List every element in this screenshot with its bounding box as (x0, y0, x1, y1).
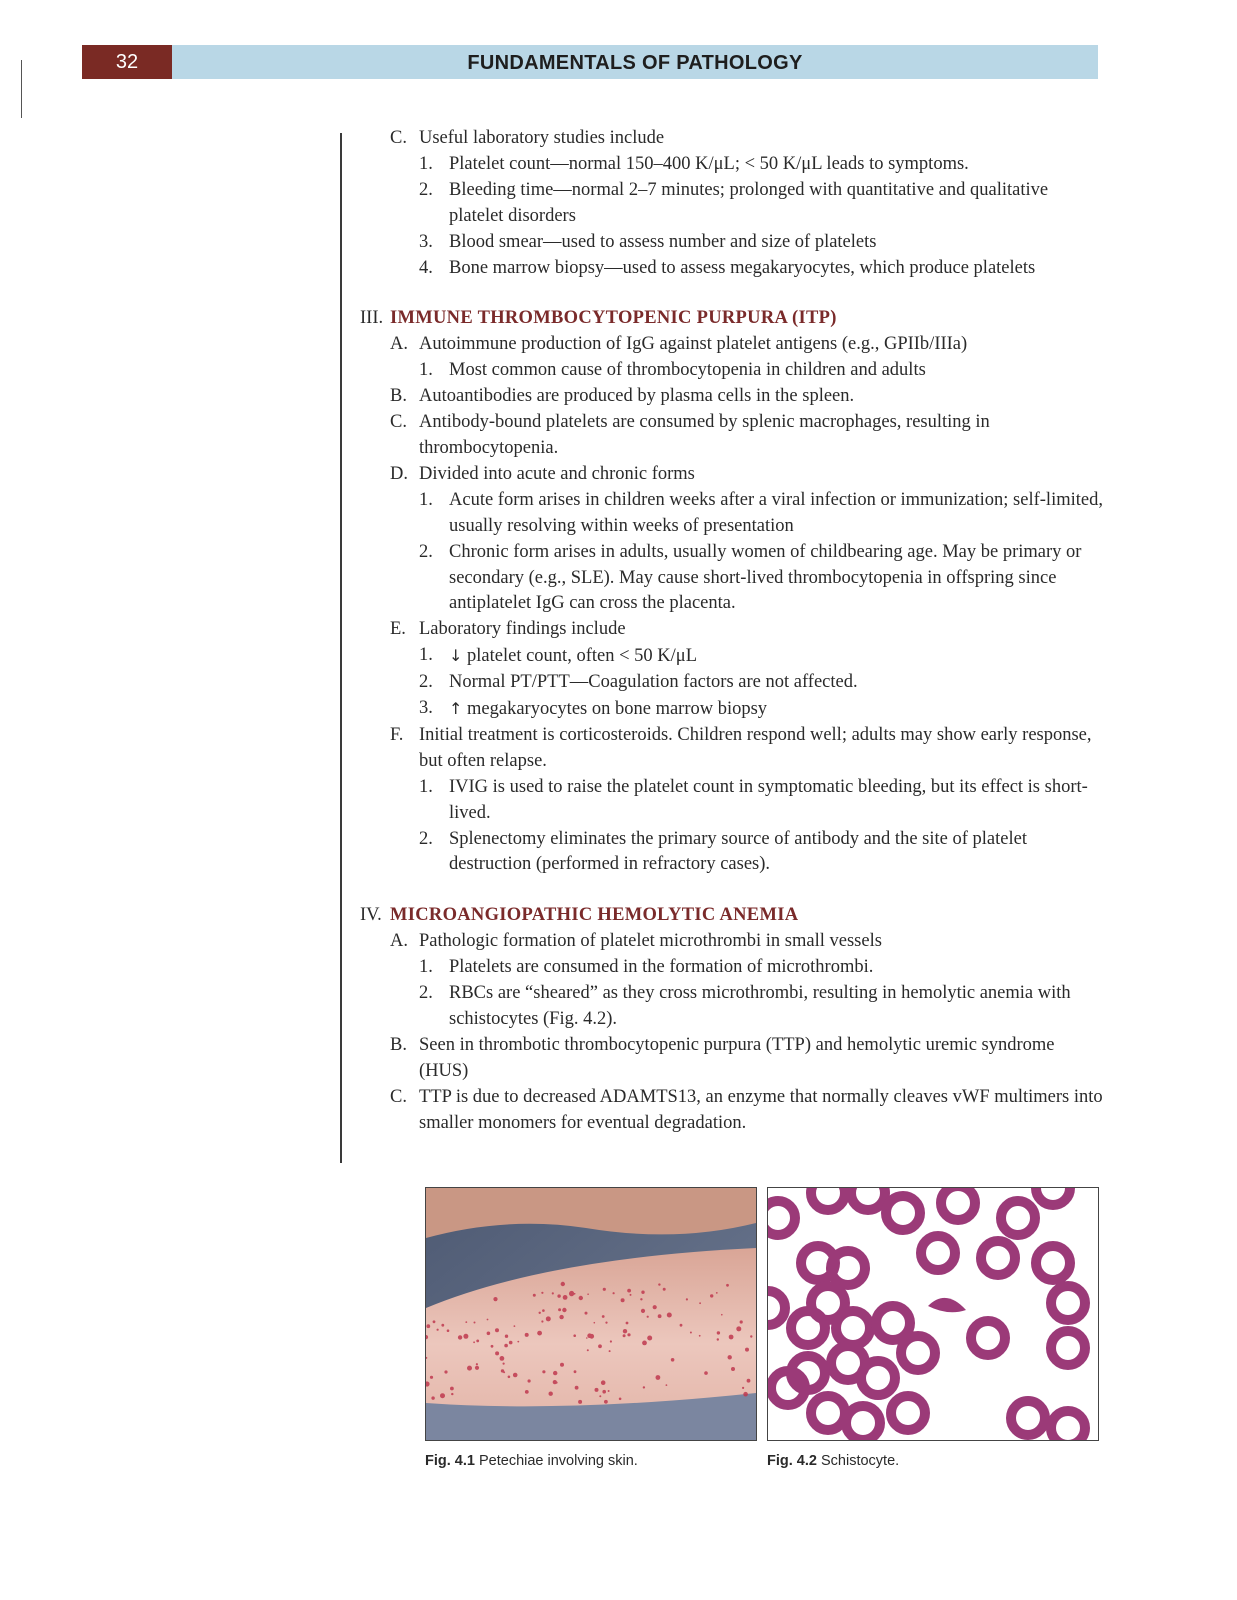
petechia-spot (560, 1363, 564, 1367)
petechia-spot (623, 1334, 626, 1337)
outline-subitem: 3. Blood smear—used to assess number and size of platelets (419, 231, 877, 252)
petechiae-illustration (426, 1188, 756, 1440)
outline-item: A. Autoimmune production of IgG against platelet antigens (e.g., GPIIb/IIIa) (390, 334, 968, 355)
petechia-spot (525, 1390, 529, 1394)
petechia-spot (595, 1388, 599, 1392)
petechia-spot (736, 1326, 741, 1331)
margin-rule (340, 133, 342, 1163)
petechia-spot (610, 1340, 612, 1342)
petechia-spot (690, 1332, 692, 1334)
petechia-spot (704, 1371, 708, 1375)
petechia-spot (542, 1370, 545, 1373)
petechia-spot (643, 1386, 645, 1388)
petechia-spot (605, 1322, 607, 1324)
petechia-spot (458, 1335, 462, 1339)
petechia-spot (747, 1379, 751, 1383)
petechia-spot (450, 1387, 454, 1391)
petechia-spot (495, 1328, 499, 1332)
petechia-spot (505, 1335, 508, 1338)
petechia-spot (686, 1298, 688, 1300)
petechia-spot (475, 1366, 479, 1370)
outline-subitem: 1. IVIG is used to raise the platelet count in symptomatic bleeding, but its effect is short-lived. (419, 776, 1088, 823)
petechia-spot (569, 1291, 574, 1296)
outline-item: F. Initial treatment is corticosteroids. Children respond well; adults may show early response, but often relapse. (390, 724, 1092, 771)
petechia-spot (546, 1316, 551, 1321)
petechia-spot (603, 1288, 606, 1291)
petechia-spot (426, 1324, 430, 1328)
petechia-spot (721, 1314, 723, 1316)
petechia-spot (726, 1284, 729, 1287)
petechia-spot (658, 1283, 660, 1285)
petechia-spot (451, 1393, 453, 1395)
petechia-spot (562, 1308, 566, 1312)
petechia-spot (500, 1356, 505, 1361)
petechia-spot (441, 1324, 444, 1327)
outline-item: A. Pathologic formation of platelet microthrombi in small vessels (390, 931, 882, 952)
petechia-spot (533, 1294, 536, 1297)
outline-subitem: 1. ↓ platelet count, often < 50 K/μL (419, 645, 697, 667)
outline-item: B. Autoantibodies are produced by plasma cells in the spleen. (390, 386, 855, 407)
petechia-spot (437, 1329, 439, 1331)
petechia-spot (598, 1344, 602, 1348)
outline-subitem: 2. Chronic form arises in adults, usually women of childbearing age. May be primary or secondary (e.g., SLE). May cause short-lived thrombocytopenia in offspring since antiplatelet IgG can cross the placenta. (419, 541, 1082, 614)
petechia-spot (542, 1309, 545, 1312)
petechia-spot (587, 1293, 589, 1295)
petechia-spot (430, 1376, 433, 1379)
petechia-spot (508, 1376, 511, 1379)
petechia-spot (728, 1355, 732, 1359)
section-heading-maha: IV. MICROANGIOPATHIC HEMOLYTIC ANEMIA (360, 905, 799, 926)
petechia-spot (487, 1332, 491, 1336)
petechia-spot (563, 1295, 568, 1300)
petechia-spot (557, 1294, 560, 1297)
figure-caption-4-1: Fig. 4.1 Petechiae involving skin. (425, 1453, 638, 1469)
petechia-spot (474, 1322, 476, 1324)
petechia-spot (553, 1371, 557, 1375)
petechia-spot (717, 1331, 720, 1334)
figure-schistocyte-image (767, 1187, 1099, 1441)
petechia-spot (641, 1309, 645, 1313)
petechia-spot (541, 1292, 543, 1294)
petechia-spot (503, 1363, 505, 1365)
petechia-spot (558, 1308, 561, 1311)
outline-item: C. Useful laboratory studies include (390, 128, 665, 148)
petechia-spot (608, 1390, 610, 1392)
outline-item: C. TTP is due to decreased ADAMTS13, an enzyme that normally cleaves vWF multimers into smaller monomers for eventual degradation. (390, 1086, 1103, 1133)
petechia-spot (553, 1380, 557, 1384)
petechia-spot (501, 1369, 504, 1372)
petechia-spot (745, 1348, 749, 1352)
petechia-spot (667, 1313, 672, 1318)
petechia-spot (525, 1333, 529, 1337)
petechia-spot (552, 1292, 554, 1294)
petechia-spot (641, 1291, 644, 1294)
petechia-spot (587, 1349, 589, 1351)
petechia-spot (647, 1316, 649, 1318)
petechia-spot (729, 1335, 734, 1340)
page-number: 32 (82, 45, 172, 79)
petechia-spot (493, 1297, 497, 1301)
petechia-spot (476, 1363, 478, 1365)
petechia-spot (627, 1333, 630, 1336)
petechia-spot (463, 1334, 468, 1339)
petechia-spot (604, 1400, 608, 1404)
petechia-spot (699, 1302, 701, 1304)
outline-subitem: 2. RBCs are “sheared” as they cross microthrombi, resulting in hemolytic anemia with schistocytes (Fig. 4.2). (419, 983, 1071, 1029)
petechia-spot (431, 1396, 434, 1399)
petechia-spot (575, 1386, 579, 1390)
petechia-spot (573, 1334, 576, 1337)
petechia-spot (594, 1322, 596, 1324)
petechia-spot (663, 1288, 666, 1291)
petechia-spot (541, 1320, 543, 1322)
petechia-spot (561, 1282, 565, 1286)
petechia-spot (549, 1392, 553, 1396)
petechia-spot (578, 1400, 582, 1404)
outline-subitem: 2. Splenectomy eliminates the primary source of antibody and the site of platelet destruction (performed in refractory cases). (419, 828, 1027, 875)
outline-subitem: 1. Acute form arises in children weeks after a viral infection or immunization; self-limited, usually resolving within weeks of presentation (419, 489, 1103, 536)
petechia-spot (710, 1294, 713, 1297)
petechia-spot (473, 1341, 475, 1343)
outline-subitem: 2. Normal PT/PTT—Coagulation factors are not affected. (419, 672, 858, 693)
petechia-spot (586, 1337, 588, 1339)
petechia-spot (487, 1319, 489, 1321)
figure-caption-4-2: Fig. 4.2 Schistocyte. (767, 1453, 900, 1469)
petechia-spot (627, 1289, 631, 1293)
petechia-spot (731, 1367, 735, 1371)
petechia-spot (716, 1292, 718, 1294)
petechia-spot (559, 1315, 563, 1319)
schistocyte-illustration (768, 1188, 1098, 1440)
petechia-spot (574, 1370, 577, 1373)
page-edge-rule (21, 60, 22, 118)
petechia-spot (537, 1331, 542, 1336)
petechia-spot (440, 1393, 445, 1398)
outline-item: B. Seen in thrombotic thrombocytopenic purpura (TTP) and hemolytic uremic syndrome (HUS) (390, 1034, 1055, 1081)
petechia-spot (509, 1341, 513, 1345)
petechia-spot (539, 1312, 541, 1314)
petechia-spot (476, 1340, 479, 1343)
petechia-spot (630, 1294, 632, 1296)
petechia-spot (750, 1335, 752, 1337)
up-arrow-icon: ↑ (449, 699, 463, 719)
outline-item: C. Antibody-bound platelets are consumed by splenic macrophages, resulting in thrombocytopenia. (390, 412, 990, 458)
petechia-spot (602, 1390, 606, 1394)
petechia-spot (465, 1321, 467, 1323)
petechia-spot (658, 1314, 662, 1318)
petechia-spot (613, 1292, 615, 1294)
petechia-spot (599, 1395, 601, 1397)
petechia-spot (647, 1336, 652, 1341)
petechia-spot (653, 1305, 657, 1309)
petechia-spot (602, 1315, 605, 1318)
petechia-spot (495, 1351, 499, 1355)
petechia-spot (528, 1379, 531, 1382)
outline-subitem: 1. Most common cause of thrombocytopenia in children and adults (419, 360, 926, 381)
petechia-spot (742, 1387, 744, 1389)
petechia-spot (666, 1384, 668, 1386)
petechia-spot (609, 1350, 611, 1352)
petechia-spot (585, 1312, 588, 1315)
petechia-spot (717, 1338, 719, 1340)
petechia-spot (619, 1398, 622, 1401)
petechia-spot (514, 1325, 516, 1327)
petechia-spot (671, 1358, 675, 1362)
outline-subitem: 2. Bleeding time—normal 2–7 minutes; prolonged with quantitative and qualitative platelet disorders (419, 179, 1049, 226)
petechia-spot (588, 1334, 592, 1338)
petechia-spot (504, 1344, 508, 1348)
outline-subitem: 1. Platelet count—normal 150–400 K/μL; < 50 K/μL leads to symptoms. (419, 153, 969, 174)
petechia-spot (699, 1335, 701, 1337)
outline-item: E. Laboratory findings include (390, 619, 626, 640)
outline-subitem: 4. Bone marrow biopsy—used to assess megakaryocytes, which produce platelets (419, 257, 1036, 278)
petechia-spot (491, 1345, 494, 1348)
down-arrow-icon: ↓ (449, 646, 463, 666)
petechia-spot (642, 1341, 647, 1346)
petechia-spot (680, 1324, 683, 1327)
running-title: FUNDAMENTALS OF PATHOLOGY (467, 52, 803, 74)
figure-petechiae-image (425, 1187, 757, 1441)
petechia-spot (623, 1329, 627, 1333)
petechia-spot (601, 1380, 606, 1385)
petechia-spot (740, 1320, 743, 1323)
petechia-spot (447, 1329, 450, 1332)
petechia-spot (517, 1341, 519, 1343)
petechia-spot (579, 1296, 583, 1300)
outline-subitem: 1. Platelets are consumed in the formation of microthrombi. (419, 957, 874, 978)
petechia-spot (743, 1392, 748, 1397)
petechia-spot (467, 1366, 472, 1371)
petechia-spot (621, 1298, 625, 1302)
outline-subitem: 3. ↑ megakaryocytes on bone marrow biopsy (419, 698, 768, 720)
petechia-spot (513, 1373, 518, 1378)
petechia-spot (640, 1298, 642, 1300)
petechia-spot (444, 1370, 447, 1373)
petechia-spot (433, 1320, 436, 1323)
outline-item: D. Divided into acute and chronic forms (390, 463, 695, 484)
petechia-spot (656, 1375, 661, 1380)
petechia-spot (626, 1322, 629, 1325)
outline-content (360, 126, 1105, 1137)
section-heading-itp: III. IMMUNE THROMBOCYTOPENIC PURPURA (ITP) (360, 308, 837, 329)
